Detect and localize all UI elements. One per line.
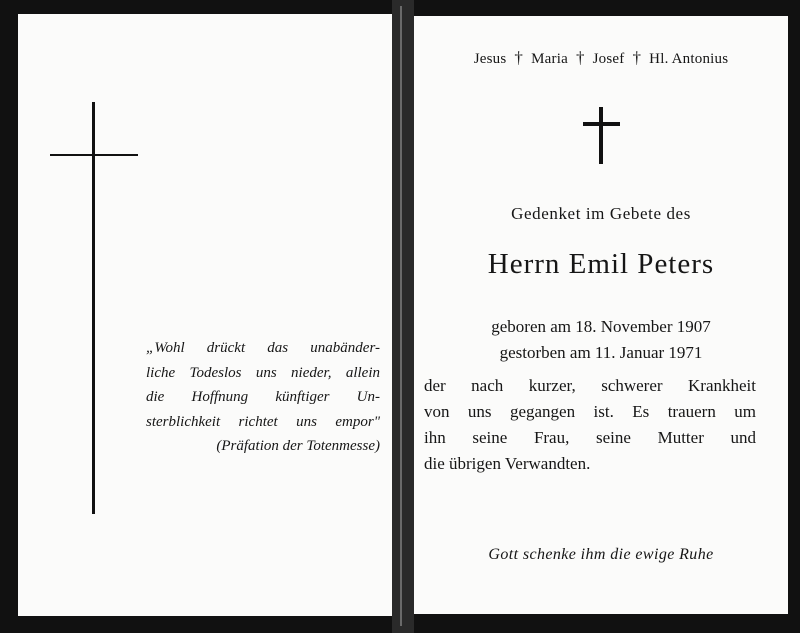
blessing-line: Gott schenke ihm die ewige Ruhe bbox=[488, 546, 714, 563]
header-item: Hl. Antonius bbox=[649, 51, 729, 67]
dagger-icon: † bbox=[575, 48, 585, 67]
header-item: Jesus bbox=[473, 51, 507, 67]
header-item: Josef bbox=[592, 51, 625, 67]
remember-line: Gedenket im Gebete des bbox=[511, 204, 691, 223]
right-panel bbox=[414, 16, 788, 614]
quote-line: liche Todeslos uns nieder, allein bbox=[146, 364, 380, 381]
header-item: Maria bbox=[531, 51, 568, 67]
death-date: gestorben am 11. Januar 1971 bbox=[499, 343, 703, 362]
quote-line: „Wohl drückt das unabänder- bbox=[146, 340, 380, 356]
text-line: von uns gegangen ist. Es trauern um bbox=[424, 402, 756, 421]
announcement-text bbox=[424, 373, 756, 477]
left-panel bbox=[18, 14, 392, 616]
quote-line: sterblichkeit richtet uns empor" bbox=[146, 413, 380, 430]
dagger-icon: † bbox=[514, 48, 524, 67]
quote-source: (Präfation der Totenmesse) bbox=[216, 438, 380, 454]
cross-icon-vertical bbox=[92, 102, 95, 514]
fold-crease bbox=[400, 6, 402, 626]
card-fold bbox=[392, 0, 414, 633]
cross-icon-vertical bbox=[599, 107, 603, 164]
cross-icon-horizontal bbox=[583, 122, 620, 126]
birth-date: geboren am 18. November 1907 bbox=[491, 317, 711, 336]
dagger-icon: † bbox=[632, 48, 642, 67]
saints-header bbox=[414, 48, 788, 68]
cross-icon-horizontal bbox=[50, 154, 138, 156]
text-line: der nach kurzer, schwerer Krankheit bbox=[424, 376, 756, 395]
quote-line: die Hoffnung künftiger Un- bbox=[146, 389, 380, 405]
quote-block bbox=[146, 336, 380, 459]
deceased-name: Herrn Emil Peters bbox=[487, 248, 715, 280]
text-line: die übrigen Verwandten. bbox=[424, 454, 591, 473]
life-dates bbox=[414, 314, 788, 366]
text-line: ihn seine Frau, seine Mutter und bbox=[424, 428, 756, 447]
